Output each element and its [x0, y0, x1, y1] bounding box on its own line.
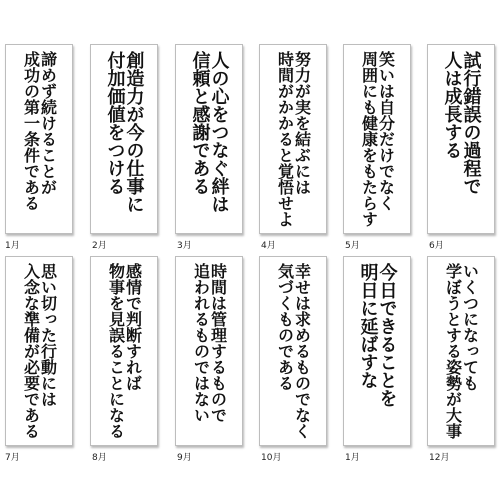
quote-line-2: 追われるものではない	[191, 263, 211, 423]
card-march	[175, 44, 243, 234]
quote-line-1: 幸せは求めるものでなく	[292, 263, 312, 439]
quote-line-2: 付加価値をつける	[104, 51, 126, 195]
quote	[94, 51, 154, 227]
card-february	[90, 44, 158, 234]
card-january	[5, 44, 73, 234]
quote-line-2: 明日に延ばすな	[357, 263, 379, 389]
quote-line-2: 入念な準備が必要である	[21, 263, 41, 439]
month-label: 10月	[261, 453, 282, 463]
month-label: 6月	[429, 241, 444, 251]
month-label: 7月	[5, 453, 20, 463]
month-label: 8月	[92, 453, 107, 463]
quote-line-2: 信頼と感謝である	[189, 51, 211, 195]
quote-line-1: 今日できることを	[376, 263, 398, 407]
quote-line-2: 気づくものである	[275, 263, 295, 391]
quote-line-1: いくつになっても	[460, 263, 480, 391]
quote	[347, 51, 407, 227]
card-november	[343, 256, 411, 446]
quote	[9, 263, 69, 439]
quote-line-2: 物事を見誤ることになる	[106, 263, 126, 439]
card-october	[259, 256, 327, 446]
quote-line-2: 成功の第一条件である	[21, 51, 41, 211]
quote	[179, 263, 239, 439]
quote-line-2: 時間がかかると覚悟せよ	[275, 51, 295, 227]
quote-line-1: 時間は管理するもので	[208, 263, 228, 423]
quote-line-1: 創造力が今の仕事に	[123, 51, 145, 213]
quote-line-1: 努力が実を結ぶには	[292, 51, 312, 195]
quote	[431, 51, 491, 227]
month-label: 2月	[92, 241, 107, 251]
quote	[179, 51, 239, 227]
quote	[9, 51, 69, 227]
month-label: 1月	[345, 453, 360, 463]
card-august	[90, 256, 158, 446]
quote-line-1: 人の心をつなぐ絆は	[208, 51, 230, 213]
quote	[431, 263, 491, 439]
month-label: 9月	[177, 453, 192, 463]
card-september	[175, 256, 243, 446]
quote-line-2: 周囲にも健康をもたらす	[359, 51, 379, 227]
quote-line-2: 学ぼうとする姿勢が大事	[443, 263, 463, 439]
month-label: 5月	[345, 241, 360, 251]
card-may	[343, 44, 411, 234]
quote-line-1: 試行錯誤の過程で	[460, 51, 482, 195]
quote	[263, 263, 323, 439]
card-april	[259, 44, 327, 234]
month-label: 1月	[5, 241, 20, 251]
card-december	[427, 256, 495, 446]
quote	[347, 263, 407, 439]
month-label: 4月	[261, 241, 276, 251]
quote-line-1: 思い切った行動には	[38, 263, 58, 407]
quote	[263, 51, 323, 227]
quote-line-1: 諦めず続けることが	[38, 51, 58, 195]
quote-line-1: 笑いは自分だけでなく	[376, 51, 396, 211]
card-july	[5, 256, 73, 446]
quote-line-2: 人は成長する	[441, 51, 463, 159]
month-label: 12月	[429, 453, 450, 463]
quote-line-1: 感情で判断すれば	[123, 263, 143, 391]
month-label: 3月	[177, 241, 192, 251]
card-june	[427, 44, 495, 234]
quote	[94, 263, 154, 439]
